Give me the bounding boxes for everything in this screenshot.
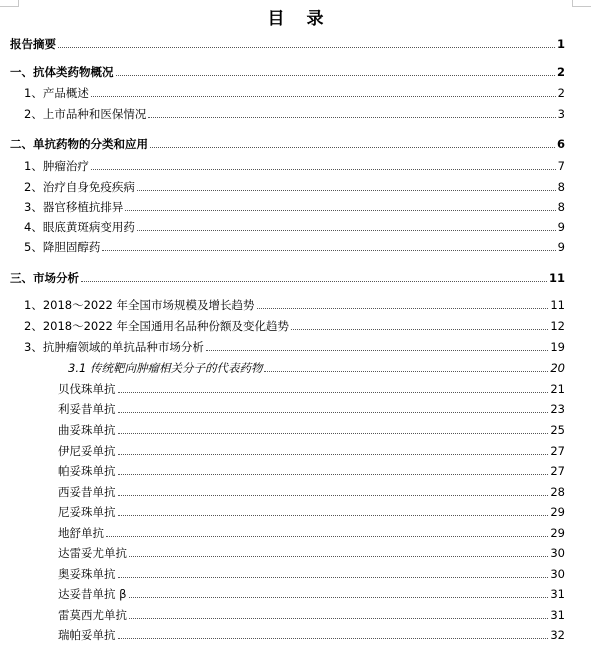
toc-entry-page-number: 25 [550, 423, 565, 437]
dot-leader [118, 514, 549, 516]
toc-entry-label: 奥妥珠单抗 [58, 567, 116, 581]
toc-entry[interactable] [24, 336, 565, 354]
toc-entry[interactable] [24, 294, 565, 312]
toc-entry-label: 三、市场分析 [10, 271, 79, 285]
toc-entry[interactable] [24, 103, 565, 121]
toc-entry[interactable] [58, 440, 565, 458]
dot-leader [129, 555, 548, 557]
toc-entry-page-number: 7 [557, 159, 565, 173]
toc-entry[interactable] [58, 460, 565, 478]
toc-entry-page-number: 9 [557, 240, 565, 254]
toc-entry-label: 2、上市品种和医保情况 [24, 107, 147, 121]
dot-leader [150, 146, 555, 148]
toc-entry[interactable] [10, 133, 565, 151]
toc-entry-page-number: 31 [550, 608, 565, 622]
dot-leader [148, 116, 555, 118]
toc-entry[interactable] [24, 155, 565, 173]
toc-entry-label: 瑞帕妥单抗 [58, 628, 116, 642]
dot-leader [106, 535, 548, 537]
toc-entry[interactable] [58, 583, 565, 601]
toc-entry-page-number: 30 [550, 546, 565, 560]
toc-entry-page-number: 28 [550, 485, 565, 499]
dot-leader [264, 370, 548, 372]
dot-leader [118, 453, 549, 455]
toc-entry[interactable] [10, 61, 565, 79]
toc-entry[interactable] [58, 419, 565, 437]
toc-entry-label: 西妥昔单抗 [58, 485, 116, 499]
dot-leader [206, 349, 549, 351]
toc-entry-page-number: 27 [550, 444, 565, 458]
toc-entry-label: 二、单抗药物的分类和应用 [10, 137, 148, 151]
toc-entry[interactable] [24, 216, 565, 234]
toc-entry-page-number: 6 [556, 137, 565, 151]
toc-entry-label: 1、产品概述 [24, 86, 89, 100]
dot-leader [118, 432, 549, 434]
toc-entry[interactable] [58, 563, 565, 581]
toc-entry[interactable] [58, 522, 565, 540]
dot-leader [102, 249, 555, 251]
toc-entry[interactable] [10, 267, 565, 285]
toc-entry-page-number: 31 [550, 587, 565, 601]
toc-entry-page-number: 29 [550, 526, 565, 540]
toc-entry-page-number: 27 [550, 464, 565, 478]
dot-leader [81, 280, 547, 282]
dot-leader [257, 307, 549, 309]
toc-entry-label: 1、肿瘤治疗 [24, 159, 89, 173]
toc-entry[interactable] [58, 378, 565, 396]
toc-entry-label: 3、器官移植抗排异 [24, 200, 124, 214]
toc-entry-label: 3.1 传统靶向肿瘤相关分子的代表药物 [68, 361, 263, 375]
toc-entry-label: 雷莫西尤单抗 [58, 608, 127, 622]
toc-entry-page-number: 11 [550, 298, 565, 312]
toc-entry-page-number: 23 [550, 402, 565, 416]
toc-entry-label: 1、2018～2022 年全国市场规模及增长趋势 [24, 298, 255, 312]
dot-leader [118, 391, 549, 393]
toc-entry[interactable] [24, 236, 565, 254]
toc-entry[interactable] [24, 196, 565, 214]
dot-leader [91, 168, 556, 170]
toc-entry[interactable] [24, 82, 565, 100]
toc-entry-page-number: 8 [557, 200, 565, 214]
toc-entry-label: 贝伐珠单抗 [58, 382, 116, 396]
dot-leader [137, 229, 556, 231]
dot-leader [58, 46, 555, 48]
toc-entry-label: 地舒单抗 [58, 526, 104, 540]
dot-leader [129, 617, 548, 619]
toc-entry-page-number: 12 [550, 319, 565, 333]
toc-entry-label: 5、降胆固醇药 [24, 240, 101, 254]
toc-entry-label: 曲妥珠单抗 [58, 423, 116, 437]
toc-entry-page-number: 3 [557, 107, 565, 121]
toc-entry-label: 达妥昔单抗 β [58, 587, 127, 601]
toc-entry-page-number: 29 [550, 505, 565, 519]
toc-entry-label: 尼妥珠单抗 [58, 505, 116, 519]
toc-entry[interactable] [58, 501, 565, 519]
dot-leader [118, 473, 549, 475]
toc-entry-label: 2、2018～2022 年全国通用名品种份额及变化趋势 [24, 319, 290, 333]
toc-entry-label: 达雷妥尤单抗 [58, 546, 127, 560]
toc-entry-page-number: 19 [550, 340, 565, 354]
dot-leader [137, 189, 556, 191]
dot-leader [125, 209, 555, 211]
toc-entry-page-number: 11 [548, 271, 565, 285]
toc-entry[interactable] [58, 481, 565, 499]
toc-entry-label: 利妥昔单抗 [58, 402, 116, 416]
toc-entry-page-number: 8 [557, 180, 565, 194]
toc-entry-page-number: 2 [557, 86, 565, 100]
dot-leader [116, 74, 555, 76]
toc-entry-label: 一、抗体类药物概况 [10, 65, 114, 79]
toc-entry-page-number: 2 [556, 65, 565, 79]
dot-leader [118, 576, 549, 578]
toc-entry-label: 4、眼底黄斑病变用药 [24, 220, 135, 234]
dot-leader [291, 328, 548, 330]
toc-entry-page-number: 30 [550, 567, 565, 581]
dot-leader [129, 596, 549, 598]
toc-entry-label: 2、治疗自身免疫疾病 [24, 180, 135, 194]
toc-entry-page-number: 1 [556, 37, 565, 51]
toc-entry-page-number: 9 [557, 220, 565, 234]
dot-leader [118, 494, 549, 496]
toc-entry-label: 3、抗肿瘤领域的单抗品种市场分析 [24, 340, 204, 354]
toc-entry-label: 伊尼妥单抗 [58, 444, 116, 458]
toc-entry[interactable] [58, 398, 565, 416]
dot-leader [118, 637, 549, 639]
toc-title: 目 录 [267, 9, 332, 29]
dot-leader [91, 95, 556, 97]
dot-leader [118, 411, 549, 413]
toc-entry-page-number: 21 [550, 382, 565, 396]
toc-entry-page-number: 20 [550, 361, 565, 375]
toc-entry[interactable] [58, 604, 565, 622]
toc-entry[interactable] [68, 357, 565, 375]
toc-entry[interactable] [58, 624, 565, 642]
toc-entry-label: 帕妥珠单抗 [58, 464, 116, 478]
toc-entry[interactable] [58, 542, 565, 560]
toc-entry-label: 报告摘要 [10, 37, 56, 51]
toc-entry[interactable] [10, 33, 565, 51]
toc-entry[interactable] [24, 315, 565, 333]
toc-entry-page-number: 32 [550, 628, 565, 642]
toc-entry[interactable] [24, 176, 565, 194]
